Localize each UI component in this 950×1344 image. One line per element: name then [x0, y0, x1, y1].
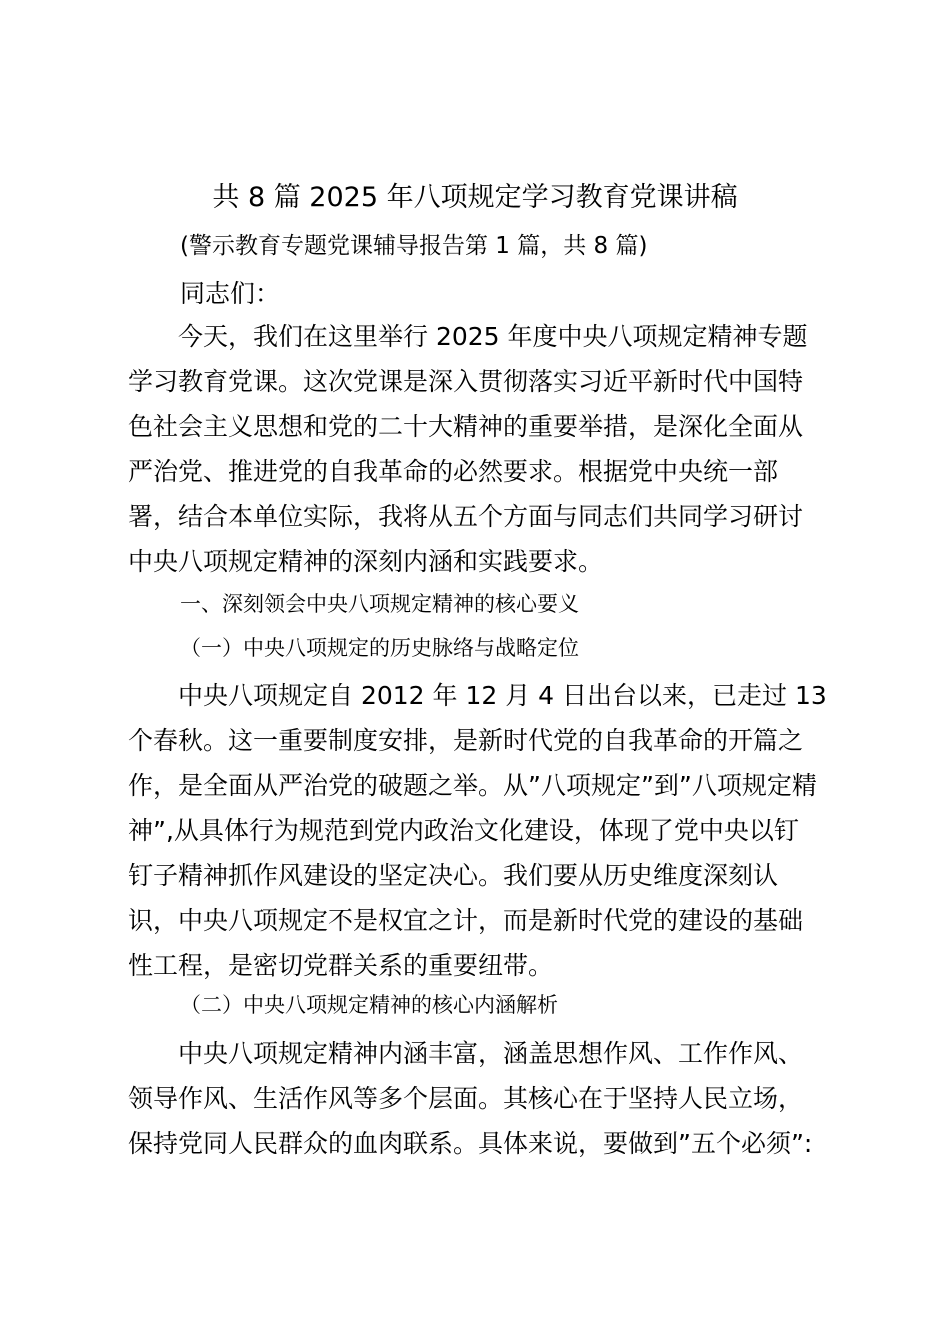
paragraph-line: 领导作风、生活作风等多个层面。其核心在于坚持人民立场，	[128, 1084, 804, 1113]
paragraph-line: 保持党同人民群众的血肉联系。具体来说，要做到”五个必须”:	[128, 1129, 813, 1158]
subsection-heading: （二）中央八项规定精神的核心内涵解析	[180, 993, 558, 1017]
salutation: 同志们：	[180, 279, 281, 308]
paragraph-line: 严治党、推进党的自我革命的必然要求。根据党中央统一部	[128, 457, 779, 486]
paragraph-line: 署，结合本单位实际，我将从五个方面与同志们共同学习研讨	[128, 502, 804, 531]
paragraph-line: 中央八项规定精神内涵丰富，涵盖思想作风、工作作风、	[178, 1039, 804, 1068]
paragraph-line: 性工程，是密切党群关系的重要纽带。	[128, 951, 554, 980]
subsection-heading: （一）中央八项规定的历史脉络与战略定位	[180, 636, 579, 660]
document-subtitle: (警示教育专题党课辅导报告第 1 篇，共 8 篇)	[180, 233, 648, 259]
paragraph-line: 今天，我们在这里举行 2025 年度中央八项规定精神专题	[178, 322, 808, 351]
paragraph-line: 学习教育党课。这次党课是深入贯彻落实习近平新时代中国特	[128, 367, 804, 396]
paragraph-line: 钉子精神抓作风建设的坚定决心。我们要从历史维度深刻认	[128, 861, 779, 890]
paragraph-core-meaning	[128, 1031, 833, 1166]
section-heading: 一、深刻领会中央八项规定精神的核心要义	[180, 592, 579, 616]
document-title: 共 8 篇 2025 年八项规定学习教育党课讲稿	[212, 182, 738, 213]
paragraph-line: 神”,从具体行为规范到党内政治文化建设，体现了党中央以钉	[128, 816, 799, 845]
paragraph-history	[128, 673, 833, 988]
paragraph-line: 作，是全面从严治党的破题之举。从”八项规定”到”八项规定精	[128, 771, 817, 800]
paragraph-line: 个春秋。这一重要制度安排，是新时代党的自我革命的开篇之	[128, 726, 804, 755]
paragraph-line: 识，中央八项规定不是权宜之计，而是新时代党的建设的基础	[128, 906, 804, 935]
paragraph-introduction	[128, 314, 833, 584]
paragraph-line: 中央八项规定精神的深刻内涵和实践要求。	[128, 547, 604, 576]
paragraph-line: 色社会主义思想和党的二十大精神的重要举措，是深化全面从	[128, 412, 804, 441]
paragraph-line: 中央八项规定自 2012 年 12 月 4 日出台以来，已走过 13	[178, 681, 827, 710]
